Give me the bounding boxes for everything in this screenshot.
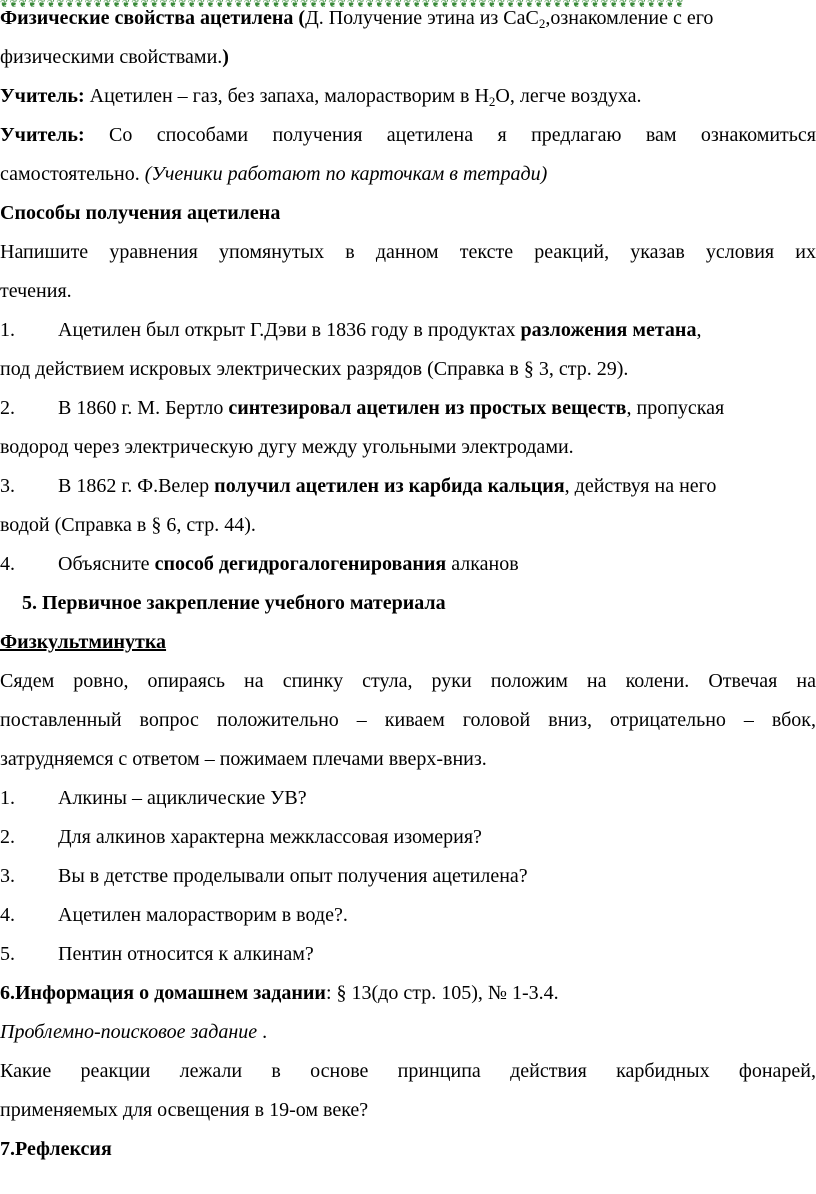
problem-question-1: Какие реакции лежали в основе принципа действия карбидных фонарей, xyxy=(0,1060,816,1082)
quiz-item-3: 3. Вы в детстве проделывали опыт получения ацетилена? xyxy=(0,865,528,887)
problem-question-2: применяемых для освещения в 19-ом веке? xyxy=(0,1099,369,1121)
problem-task-label: Проблемно-поисковое задание . xyxy=(0,1021,268,1043)
list-item-3: 3. В 1862 г. Ф.Велер получил ацетилен из карбида кальция, действуя на него xyxy=(0,475,717,497)
quiz-item-2: 2. Для алкинов характерна межклассовая изомерия? xyxy=(0,826,482,848)
exercise-text-1: Сядем ровно, опираясь на спинку стула, руки положим на колени. Отвечая на xyxy=(0,670,816,692)
heading-exercise-break: Физкультминутка xyxy=(0,631,167,653)
paragraph-physical-properties-cont: физическими свойствами.) xyxy=(0,46,229,68)
heading-methods: Способы получения ацетилена xyxy=(0,202,281,224)
teacher-line-1: Учитель: Ацетилен – газ, без запаха, малорастворим в $Н_2О$, легче воздуха. xyxy=(0,85,642,109)
exercise-text-2: поставленный вопрос положительно – киваем головой вниз, отрицательно – вбок, xyxy=(0,709,816,731)
heading-consolidation: 5. Первичное закрепление учебного материала xyxy=(22,592,446,614)
list-item-2-cont: водород через электрическую дугу между угольными электродами. xyxy=(0,436,574,458)
quiz-item-1: 1. Алкины – ациклические УВ? xyxy=(0,787,307,809)
list-item-3-cont: водой (Справка в § 6, стр. 44). xyxy=(0,514,256,536)
teacher-line-2-cont: самостоятельно. (Ученики работают по карточкам в тетради) xyxy=(0,163,548,185)
list-item-1: 1. Ацетилен был открыт Г.Дэви в 1836 году в продуктах разложения метана, xyxy=(0,319,702,341)
homework-line: 6.Информация о домашнем задании: § 13(до стр. 105), № 1-3.4. xyxy=(0,982,559,1004)
task-instruction: Напишите уравнения упомянутых в данном тексте реакций, указав условия их xyxy=(0,241,816,263)
decorative-border: ❦❦❦❦❦❦❦❦❦❦❦❦❦❦❦❦❦❦❦❦❦❦❦❦❦❦❦❦❦❦❦❦❦❦❦❦❦❦❦❦❦❦❦❦❦❦❦❦❦❦❦❦❦❦❦❦❦❦❦❦❦❦❦❦❦❦❦❦❦❦❦❦❦ xyxy=(0,0,685,8)
heading-reflection: 7.Рефлексия xyxy=(0,1138,112,1160)
list-item-1-cont: под действием искровых электрических разрядов (Справка в § 3, стр. 29). xyxy=(0,358,629,380)
task-instruction-cont: течения. xyxy=(0,280,72,302)
quiz-item-4: 4. Ацетилен малорастворим в воде?. xyxy=(0,904,348,926)
exercise-text-3: затрудняемся с ответом – пожимаем плечами вверх-вниз. xyxy=(0,748,487,770)
quiz-item-5: 5. Пентин относится к алкинам? xyxy=(0,943,314,965)
paragraph-physical-properties: Физические свойства ацетилена (Д. Получение этина из СаС$_2$,ознакомление с его xyxy=(0,7,714,31)
teacher-line-2: Учитель: Со способами получения ацетилена я предлагаю вам ознакомиться xyxy=(0,124,816,146)
list-item-4: 4. Объясните способ дегидрогалогенирования алканов xyxy=(0,553,519,575)
list-item-2: 2. В 1860 г. М. Бертло синтезировал ацетилен из простых веществ, пропуская xyxy=(0,397,725,419)
